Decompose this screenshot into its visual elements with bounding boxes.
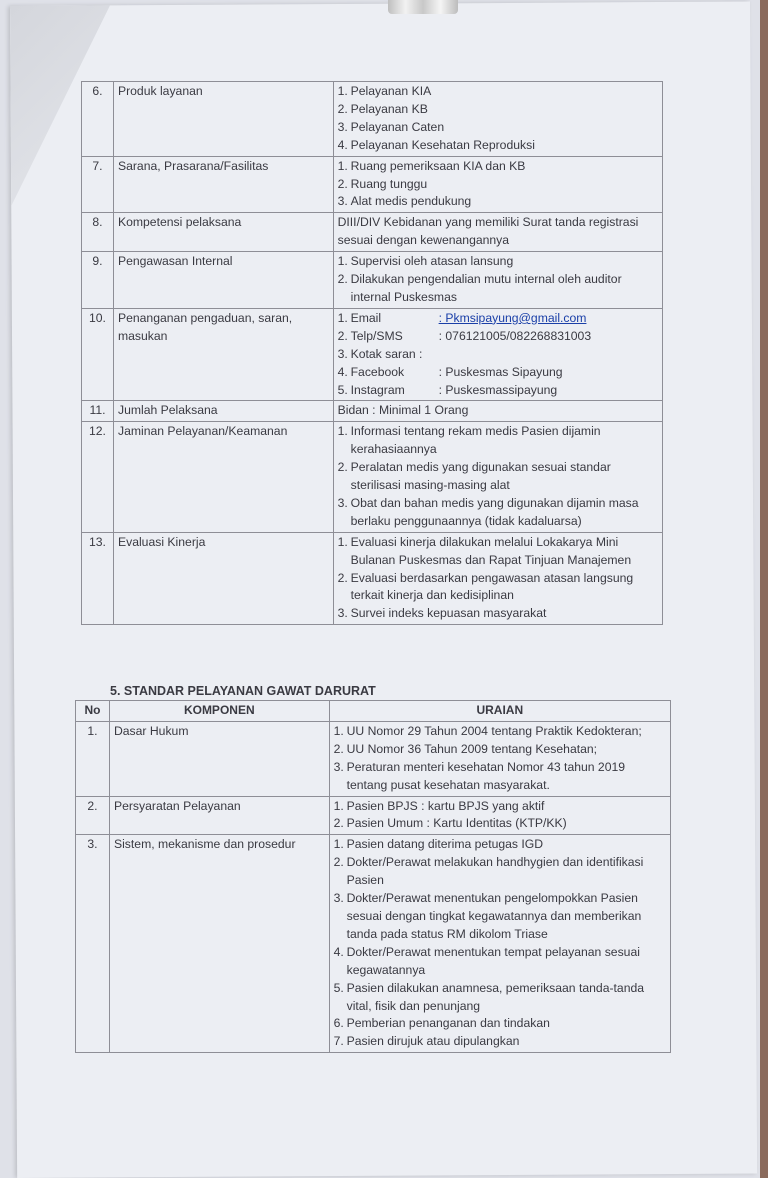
- row-description: [329, 796, 670, 835]
- header-uraian: URAIAN: [329, 701, 670, 722]
- section-title: 5. STANDAR PELAYANAN GAWAT DARURAT: [110, 684, 376, 698]
- contact-value: : 076121005/082268831003: [438, 328, 592, 343]
- list-item: [334, 944, 666, 980]
- contact-number: 2.: [337, 328, 348, 343]
- list-item-text: Supervisi oleh atasan lansung: [350, 254, 514, 269]
- contact-number: 4.: [337, 364, 348, 379]
- list-item-text: UU Nomor 36 Tahun 2009 tentang Kesehatan;: [346, 741, 598, 756]
- list-item-text: Pasien dirujuk atau dipulangkan: [346, 1034, 520, 1049]
- row-component: Dasar Hukum: [109, 721, 329, 796]
- list-item-text: Dokter/Perawat menentukan pengelompokkan Pasien sesuai dengan tingkat kegawatannya dan memberikan tanda pada status RM dikolom Triase: [346, 891, 642, 941]
- table-row: [76, 835, 671, 1053]
- list-item-text: Informasi tentang rekam medis Pasien dijamin kerahasiaannya: [350, 424, 601, 457]
- description-list: [338, 534, 658, 624]
- description-list: [338, 158, 658, 212]
- list-item-number: 2.: [337, 176, 348, 191]
- row-component: Sarana, Prasarana/Fasilitas: [113, 156, 333, 213]
- row-description: [333, 308, 662, 401]
- list-item-number: 2.: [337, 272, 348, 287]
- contact-item: [338, 382, 658, 400]
- table-row: [82, 532, 663, 625]
- header-komponen: KOMPONEN: [109, 701, 329, 722]
- list-item: [338, 605, 658, 623]
- list-item: [338, 158, 658, 176]
- contact-item: [338, 346, 658, 364]
- row-description: [333, 82, 662, 157]
- contact-value: : Puskesmassipayung: [438, 382, 558, 397]
- list-item: [338, 176, 658, 194]
- description-list: [334, 723, 666, 795]
- list-item-number: 1.: [333, 723, 344, 738]
- list-item-number: 3.: [337, 606, 348, 621]
- list-item: [338, 193, 658, 211]
- list-item-text: Dokter/Perawat melakukan handhygien dan identifikasi Pasien: [346, 855, 644, 888]
- list-item-number: 4.: [337, 137, 348, 152]
- row-description: [333, 252, 662, 309]
- list-item-number: 7.: [333, 1034, 344, 1049]
- emergency-service-standard-table: [75, 700, 671, 1053]
- list-item-text: Obat dan bahan medis yang digunakan dijamin masa berlaku penggunaannya (tidak kadaluarsa): [350, 495, 639, 528]
- list-item: [338, 101, 658, 119]
- table-row: [82, 82, 663, 157]
- list-item: [334, 980, 666, 1016]
- list-item: [334, 723, 666, 741]
- row-component: Produk layanan: [113, 82, 333, 157]
- row-description: [333, 532, 662, 625]
- list-item-text: Ruang tunggu: [350, 176, 428, 191]
- list-item: [338, 271, 658, 307]
- list-item-text: Pasien BPJS : kartu BPJS yang aktif: [346, 798, 545, 813]
- list-item-text: Pemberian penanganan dan tindakan: [346, 1016, 550, 1031]
- list-item-text: Pasien dilakukan anamnesa, pemeriksaan tanda-tanda vital, fisik dan penunjang: [346, 980, 645, 1013]
- contact-item: [338, 364, 658, 382]
- contact-label: Email: [350, 310, 382, 325]
- list-item-text: Peraturan menteri kesehatan Nomor 43 tahun 2019 tentang pusat kesehatan masyarakat.: [346, 759, 626, 792]
- list-item: [338, 459, 658, 495]
- list-item: [334, 741, 666, 759]
- contact-label: Facebook: [350, 364, 405, 379]
- table-row: [82, 213, 663, 252]
- header-no: No: [76, 701, 110, 722]
- description-list: [334, 798, 666, 834]
- list-item: [338, 534, 658, 570]
- row-component: Persyaratan Pelayanan: [109, 796, 329, 835]
- row-component: Pengawasan Internal: [113, 252, 333, 309]
- description-list: [338, 253, 658, 307]
- table-row: [82, 156, 663, 213]
- row-number: 8.: [82, 213, 114, 252]
- table-row: [76, 721, 671, 796]
- contact-label: Kotak saran :: [350, 346, 423, 361]
- list-item-text: Alat medis pendukung: [350, 194, 472, 209]
- list-item-number: 2.: [337, 570, 348, 585]
- list-item-text: Peralatan medis yang digunakan sesuai standar sterilisasi masing-masing alat: [350, 460, 611, 493]
- contact-value[interactable]: : Pkmsipayung@gmail.com: [438, 310, 587, 325]
- list-item-text: Pasien Umum : Kartu Identitas (KTP/KK): [346, 816, 567, 831]
- list-item: [334, 815, 666, 833]
- list-item-text: Pelayanan KIA: [350, 84, 432, 98]
- row-description: [333, 213, 662, 252]
- list-item-number: 2.: [333, 855, 344, 870]
- list-item: [334, 836, 666, 854]
- list-item-number: 3.: [333, 891, 344, 906]
- list-item: [334, 890, 666, 944]
- contact-item: [338, 328, 658, 346]
- list-item-number: 2.: [333, 741, 344, 756]
- contact-list: [338, 310, 658, 400]
- list-item-number: 1.: [337, 424, 348, 439]
- contact-number: 3.: [337, 346, 348, 361]
- list-item: [338, 119, 658, 137]
- list-item-number: 2.: [337, 101, 348, 116]
- row-number: 10.: [82, 308, 114, 401]
- list-item-text: UU Nomor 29 Tahun 2004 tentang Praktik Kedokteran;: [346, 723, 642, 738]
- list-item-number: 1.: [337, 158, 348, 173]
- list-item-number: 1.: [337, 84, 348, 98]
- list-item: [334, 759, 666, 795]
- description-list: [338, 423, 658, 530]
- list-item: [338, 495, 658, 531]
- list-item-text: Dokter/Perawat menentukan tempat pelayanan sesuai kegawatannya: [346, 944, 640, 977]
- description-list: [338, 83, 658, 155]
- list-item-text: Pelayanan Caten: [350, 119, 445, 134]
- table-row: [82, 252, 663, 309]
- row-number: 1.: [76, 721, 110, 796]
- description-list: [334, 836, 666, 1051]
- service-standard-table-continued: [81, 81, 663, 625]
- list-item-number: 5.: [333, 980, 344, 995]
- row-description: [333, 422, 662, 532]
- contact-number: 5.: [337, 382, 348, 397]
- list-item: [334, 1015, 666, 1033]
- row-component: Jaminan Pelayanan/Keamanan: [113, 422, 333, 532]
- row-number: 6.: [82, 82, 114, 157]
- list-item-number: 3.: [337, 194, 348, 209]
- row-number: 7.: [82, 156, 114, 213]
- row-component: Kompetensi pelaksana: [113, 213, 333, 252]
- list-item-number: 1.: [333, 837, 344, 852]
- row-number: 3.: [76, 835, 110, 1053]
- list-item: [334, 798, 666, 816]
- list-item: [334, 854, 666, 890]
- binder-clip: [388, 0, 458, 14]
- list-item: [338, 423, 658, 459]
- list-item: [338, 253, 658, 271]
- row-number: 12.: [82, 422, 114, 532]
- row-component: Evaluasi Kinerja: [113, 532, 333, 625]
- list-item-text: Dilakukan pengendalian mutu internal oleh auditor internal Puskesmas: [350, 272, 622, 304]
- list-item: [338, 83, 658, 101]
- list-item-text: Evaluasi kinerja dilakukan melalui Lokakarya Mini Bulanan Puskesmas dan Rapat Tinjuan Manajemen: [350, 534, 632, 567]
- row-description: [333, 401, 662, 422]
- list-item-text: Pelayanan Kesehatan Reproduksi: [350, 137, 535, 152]
- list-item-number: 2.: [337, 460, 348, 475]
- row-description: [333, 156, 662, 213]
- list-item-number: 1.: [333, 798, 344, 813]
- list-item: [338, 570, 658, 606]
- description-text: DIII/DIV Kebidanan yang memiliki Surat tanda registrasi sesuai dengan kewenangannya: [337, 215, 639, 248]
- row-component: Penanganan pengaduan, saran, masukan: [113, 308, 333, 401]
- list-item-number: 1.: [337, 254, 348, 269]
- list-item-text: Evaluasi berdasarkan pengawasan atasan langsung terkait kinerja dan kedisiplinan: [350, 570, 634, 603]
- list-item-text: Pasien datang diterima petugas IGD: [346, 837, 544, 852]
- row-description: [329, 835, 670, 1053]
- list-item-number: 3.: [337, 495, 348, 510]
- list-item-number: 2.: [333, 816, 344, 831]
- table-row: [82, 308, 663, 401]
- contact-label: Instagram: [350, 382, 405, 397]
- table-header-row: [76, 701, 671, 722]
- list-item-number: 6.: [333, 1016, 344, 1031]
- table-row: [82, 401, 663, 422]
- table-row: [76, 796, 671, 835]
- row-component: Sistem, mekanisme dan prosedur: [109, 835, 329, 1053]
- contact-number: 1.: [337, 310, 348, 325]
- list-item-number: 3.: [337, 119, 348, 134]
- row-component: Jumlah Pelaksana: [113, 401, 333, 422]
- list-item-text: Survei indeks kepuasan masyarakat: [350, 606, 547, 621]
- list-item-number: 1.: [337, 534, 348, 549]
- table-row: [82, 422, 663, 532]
- row-number: 2.: [76, 796, 110, 835]
- list-item-number: 3.: [333, 759, 344, 774]
- contact-item: [338, 310, 658, 328]
- contact-value: : Puskesmas Sipayung: [438, 364, 563, 379]
- list-item-text: Pelayanan KB: [350, 101, 428, 116]
- contact-label: Telp/SMS: [350, 328, 403, 343]
- list-item: [338, 137, 658, 155]
- row-number: 11.: [82, 401, 114, 422]
- list-item-number: 4.: [333, 944, 344, 959]
- row-description: [329, 721, 670, 796]
- list-item-text: Ruang pemeriksaan KIA dan KB: [350, 158, 526, 173]
- row-number: 9.: [82, 252, 114, 309]
- row-number: 13.: [82, 532, 114, 625]
- list-item: [334, 1033, 666, 1051]
- description-text: Bidan : Minimal 1 Orang: [337, 403, 469, 418]
